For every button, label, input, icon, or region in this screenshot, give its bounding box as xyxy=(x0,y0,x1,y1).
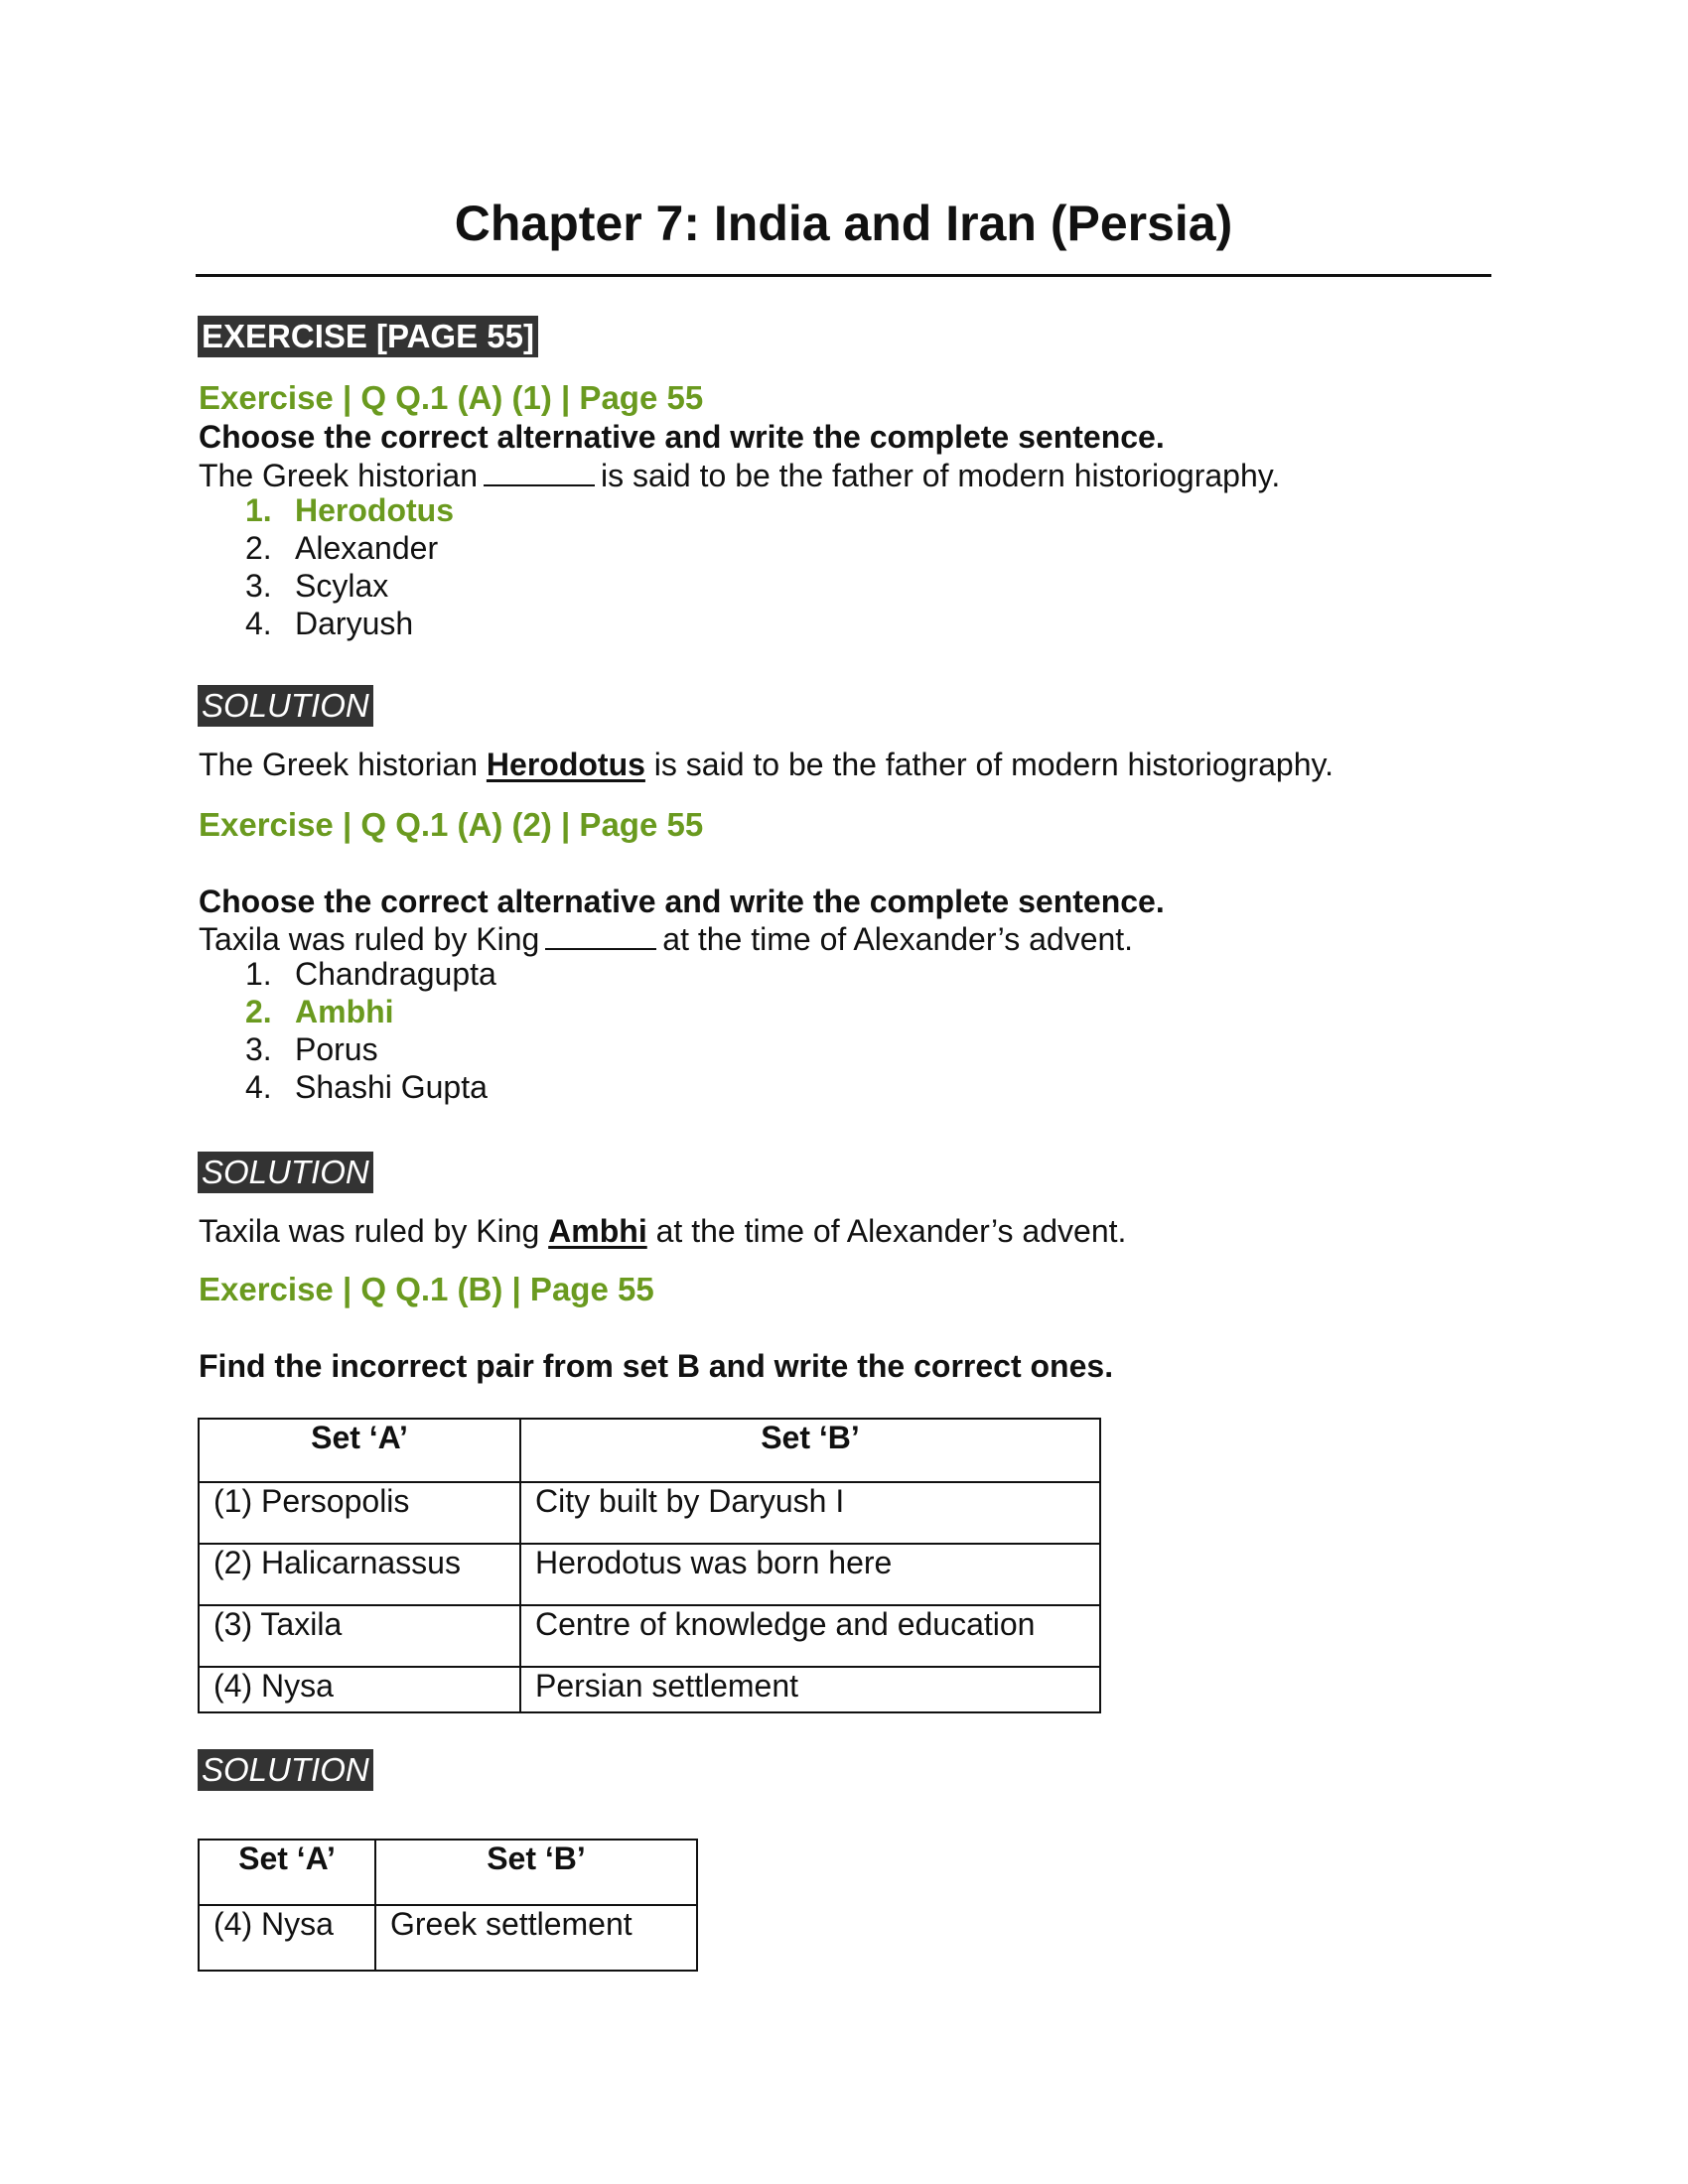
solution-2-answer: Ambhi xyxy=(548,1213,647,1249)
table-header: Set ‘A’ xyxy=(199,1419,520,1482)
question-2-heading: Exercise | Q Q.1 (A) (2) | Page 55 xyxy=(199,806,704,843)
question-1-blank xyxy=(484,457,595,486)
question-2-blank xyxy=(545,920,656,950)
question-2-options xyxy=(245,955,496,1106)
question-1-stem xyxy=(199,457,1280,494)
question-3-heading: Exercise | Q Q.1 (B) | Page 55 xyxy=(199,1271,654,1307)
table-header: Set ‘B’ xyxy=(520,1419,1100,1482)
option-item: 2. Alexander xyxy=(245,530,439,566)
pairs-table xyxy=(198,1418,1101,1713)
exercise-label: EXERCISE [PAGE 55] xyxy=(198,316,538,357)
option-item: 4. Shashi Gupta xyxy=(245,1069,488,1105)
option-item: 3. Scylax xyxy=(245,568,389,604)
solution-1-label-wrap xyxy=(198,685,373,727)
solution-table xyxy=(198,1839,698,1972)
option-item: 1. Chandragupta xyxy=(245,956,496,992)
question-1-heading: Exercise | Q Q.1 (A) (1) | Page 55 xyxy=(199,379,704,416)
table-header: Set ‘A’ xyxy=(199,1840,375,1905)
chapter-title: Chapter 7: India and Iran (Persia) xyxy=(454,196,1233,251)
solution-label: SOLUTION xyxy=(198,685,373,727)
solution-2-label-wrap xyxy=(198,1152,373,1193)
question-1-stem-after: is said to be the father of modern historiography. xyxy=(601,458,1281,493)
exercise-label-wrap xyxy=(198,316,538,357)
table-row: (1) Persopolis City built by Daryush I xyxy=(199,1482,1100,1544)
question-2-instruction: Choose the correct alternative and write the complete sentence. xyxy=(199,884,1165,919)
option-item: 1. Herodotus xyxy=(245,492,454,528)
solution-1-text: The Greek historian Herodotus is said to be the father of modern historiography. xyxy=(199,747,1335,782)
solution-label: SOLUTION xyxy=(198,1152,373,1193)
solution-3-label-wrap xyxy=(198,1749,373,1791)
question-1-stem-before: The Greek historian xyxy=(199,458,479,493)
option-item: 3. Porus xyxy=(245,1031,378,1067)
question-1-options xyxy=(245,491,454,642)
title-rule xyxy=(196,274,1491,277)
solution-label: SOLUTION xyxy=(198,1749,373,1791)
table-header: Set ‘B’ xyxy=(375,1840,697,1905)
table-row: (2) Halicarnassus Herodotus was born here xyxy=(199,1544,1100,1605)
question-1-instruction: Choose the correct alternative and write the complete sentence. xyxy=(199,419,1165,455)
question-3-instruction: Find the incorrect pair from set B and write the correct ones. xyxy=(199,1348,1114,1384)
solution-2-text: Taxila was ruled by King Ambhi at the time of Alexander’s advent. xyxy=(199,1213,1127,1249)
question-2-stem: Taxila was ruled by King at the time of Alexander’s advent. xyxy=(199,921,1134,957)
option-item: 4. Daryush xyxy=(245,606,414,641)
table-row: (4) Nysa Persian settlement xyxy=(199,1667,1100,1712)
solution-1-answer: Herodotus xyxy=(486,747,645,782)
table-row: (4) Nysa Greek settlement xyxy=(199,1905,697,1971)
option-item: 2. Ambhi xyxy=(245,994,394,1029)
table-row: (3) Taxila Centre of knowledge and education xyxy=(199,1605,1100,1667)
